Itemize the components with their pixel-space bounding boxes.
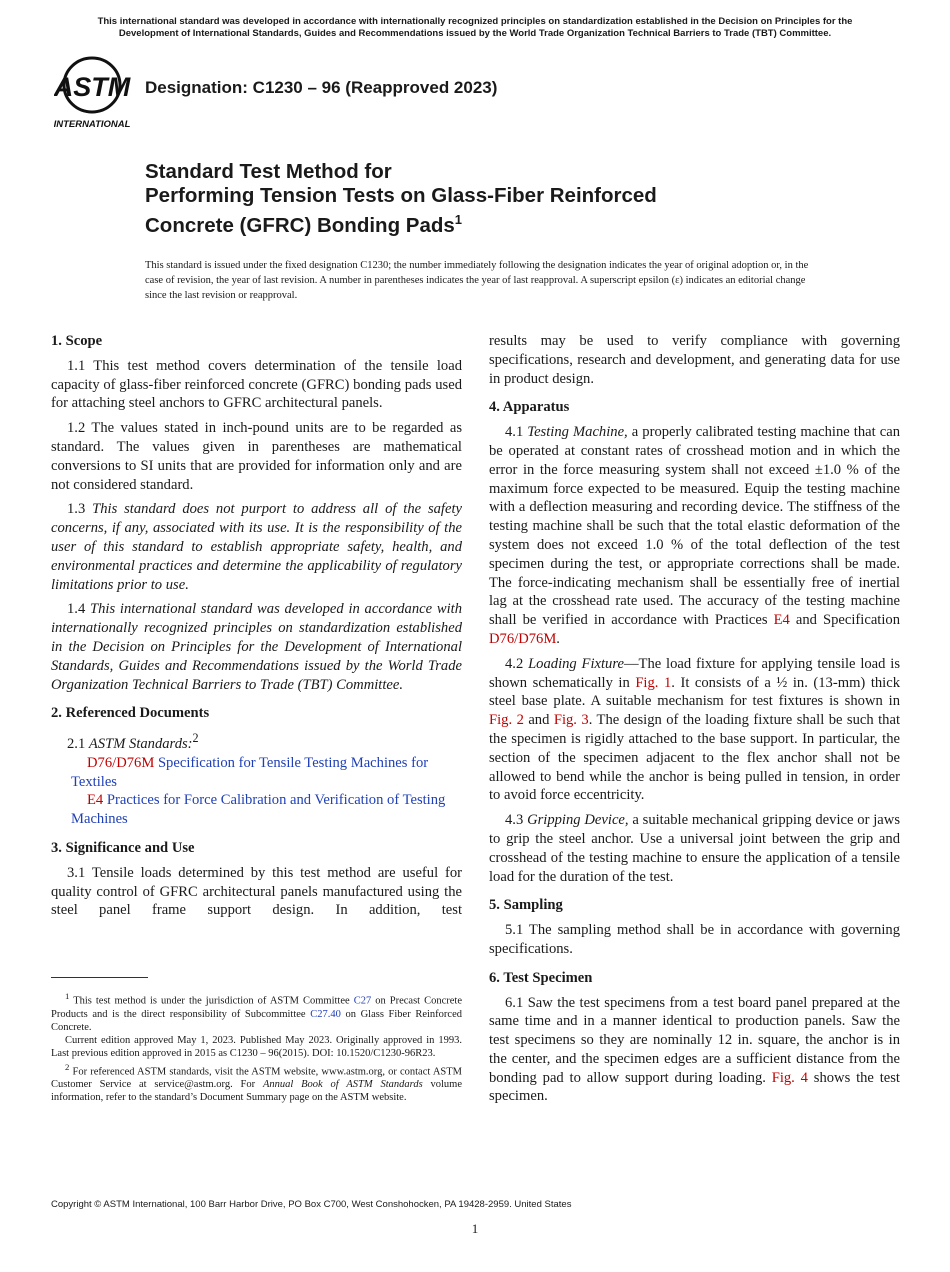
paragraph-3-1: 3.1 Tensile loads determined by this test method are useful for quality control of GFRC architectural panels manufactured using the steel panel frame support design. In addition, test — [51, 864, 462, 919]
title-line-2: Performing Tension Tests on Glass-Fiber Reinforced — [145, 184, 657, 207]
reference-d76 — [51, 754, 462, 792]
page-number: 1 — [471, 1221, 479, 1236]
link-fig-1[interactable]: Fig. 1 — [635, 674, 672, 691]
standard-notice — [50, 16, 900, 40]
section-heading-significance: 3. Significance and Use — [51, 839, 195, 856]
link-c27[interactable]: C27 — [353, 995, 372, 1007]
paragraph-4-1: 4.1 Testing Machine, a properly calibrated testing machine that can be operated at constant rates of crosshead motion and in which the error in the force measuring system shall not exceed ±1.0 % of the maximum force expected to be measured. Equip the testing machine with a deflection measuring and recording device. The stiffness of the testing machine shall be such that the total elastic deformation of the system does not exceed 1.0 % of the total deflection of the test specimen during the test, or appropriate corrections shall be made. The force-indicating mechanism shall be essentially free of inertial lag at the crosshead rate used. The accuracy of the testing machine shall be verified in accordance with Practices E4 and Specification D76/D76M. — [489, 424, 900, 647]
title-footnote-mark: 1 — [454, 212, 463, 227]
paragraph-4-3: 4.3 Gripping Device, a suitable mechanical gripping device or jaws to grip the steel anchor. Use a universal joint between the grip and crosshead of the testing machine to ensure the application of a tensile load for the duration of the test. — [489, 812, 900, 885]
astm-logo — [54, 55, 134, 131]
paragraph-1-2: 1.2 The values stated in inch-pound units are to be regarded as standard. The values given in parentheses are mathematical conversions to SI units that are provided for information only and are not considered standard. — [51, 420, 462, 493]
svg-text:ASTM: ASTM — [54, 72, 131, 102]
section-heading-referenced: 2. Referenced Documents — [51, 705, 210, 722]
link-fig-4[interactable]: Fig. 4 — [771, 1069, 808, 1086]
paragraph-2-1: 2.1 ASTM Standards:$^2$ — [67, 731, 199, 752]
reference-e4 — [51, 791, 462, 829]
link-d76[interactable]: D76/D76M — [489, 630, 557, 647]
notice-line-1: This international standard was developed in accordance with internationally recognized principles on standardization established in the Decision on Principles for the — [97, 16, 853, 27]
ref-link-d76[interactable]: D76/D76M — [87, 754, 155, 771]
right-column — [489, 332, 900, 1106]
copyright: Copyright © ASTM International, 100 Barr Harbor Drive, PO Box C700, West Conshohocken, PA 19428-2959. United States — [51, 1199, 572, 1210]
paragraph-1-1: 1.1 This test method covers determination of the tensile load capacity of glass-fiber reinforced concrete (GFRC) bonding pads used for attaching steel anchors to GFRC architectural panels. — [51, 357, 462, 412]
ref-title-d76[interactable]: Specification for Tensile Testing Machines for Textiles — [71, 754, 429, 790]
paragraph-4-2: 4.2 Loading Fixture—The load fixture for applying tensile load is shown schematically in Fig. 1. It consists of a ½ in. (13-mm) thick steel base plate. A suitable mechanism for test fixtures is shown in Fig. 2 and Fig. 3. The design of the loading fixture shall be such that the specimen is rigidly attached to the base support. In particular, the section of the specimen adjacent to the flex anchor shall not be allowed to bend while the anchor is being pulled in tension, in order to avoid force eccentricity. — [489, 655, 901, 804]
document-title — [145, 160, 845, 238]
footnote-rule — [51, 977, 148, 978]
title-line-1: Standard Test Method for — [145, 160, 392, 183]
paragraph-6-1: 6.1 Saw the test specimens from a test board panel prepared at the same time and in a manner identical to production panels. Saw the test specimens so they are nominally 12 in. square, the anchor is in the center, and the specimen edges are a sufficient distance from the bonding pad to allow support during loading. Fig. 4 shows the test specimen. — [489, 994, 900, 1105]
left-column — [51, 332, 462, 920]
footnote-1: $^1$ This test method is under the jurisdiction of ASTM Committee C27 on Precast Concrete Products and is the direct responsibility of Subcommittee C27.40 on Glass Fiber Reinforced Concrete. — [51, 991, 462, 1033]
paragraph-1-4: 1.4 This international standard was developed in accordance with internationally recognized principles on standardization established in the Decision on Principles for the Development of International Standards, Guides and Recommendations issued by the World Trade Organization Technical Barriers to Trade (TBT) Committee. — [51, 601, 463, 693]
ref-link-e4[interactable]: E4 — [87, 792, 104, 809]
section-heading-specimen: 6. Test Specimen — [489, 969, 593, 986]
section-heading-apparatus: 4. Apparatus — [489, 399, 570, 416]
notice-line-2: Development of International Standards, Guides and Recommendations issued by the World Trade Organization Technical Barriers to Trade (TBT) Committee. — [118, 28, 832, 39]
link-fig-2[interactable]: Fig. 2 — [489, 712, 524, 729]
issued-note: This standard is issued under the fixed designation C1230; the number immediately following the designation indicates the year of original adoption or, in the case of revision, the year of last revision. A number in parentheses indicates the year of last reapproval. A superscript epsilon (ε) indicates an editorial change since the last revision or reapproval. — [145, 260, 809, 301]
logo-text: INTERNATIONAL — [54, 119, 131, 130]
section-heading-sampling: 5. Sampling — [489, 897, 563, 914]
paragraph-3-1-continued: results may be used to verify compliance with governing specifications, research and development, and generating data for use in product design. — [489, 333, 900, 387]
footnotes — [51, 990, 462, 1105]
footnote-2: $^2$ For referenced ASTM standards, visit the ASTM website, www.astm.org, or contact ASTM Customer Service at service@astm.org. For Annual Book of ASTM Standards volume information, refer to the standard’s Document Summary page on the ASTM website. — [51, 1061, 462, 1104]
designation: Designation: C1230 – 96 (Reapproved 2023) — [145, 78, 498, 97]
link-c27-40[interactable]: C27.40 — [310, 1008, 341, 1020]
paragraph-5-1: 5.1 The sampling method shall be in accordance with governing specifications. — [489, 922, 900, 957]
link-fig-3[interactable]: Fig. 3 — [553, 712, 589, 729]
paragraph-1-3: 1.3 This standard does not purport to address all of the safety concerns, if any, associated with its use. It is the responsibility of the user of this standard to establish appropriate safety, health, and environmental practices and determine the applicability of regulatory limitations prior to use. — [51, 501, 462, 593]
section-heading-scope: 1. Scope — [51, 333, 103, 349]
footnote-approval: Current edition approved May 1, 2023. Published May 2023. Originally approved in 1993. Last previous edition approved in 2015 as C1230 – 96(2015). DOI: 10.1520/C1230-96R23. — [51, 1035, 462, 1060]
link-e4[interactable]: E4 — [773, 612, 790, 629]
title-line-3: Concrete (GFRC) Bonding Pads — [145, 213, 455, 237]
ref-title-e4[interactable]: Practices for Force Calibration and Verification of Testing Machines — [71, 792, 446, 828]
